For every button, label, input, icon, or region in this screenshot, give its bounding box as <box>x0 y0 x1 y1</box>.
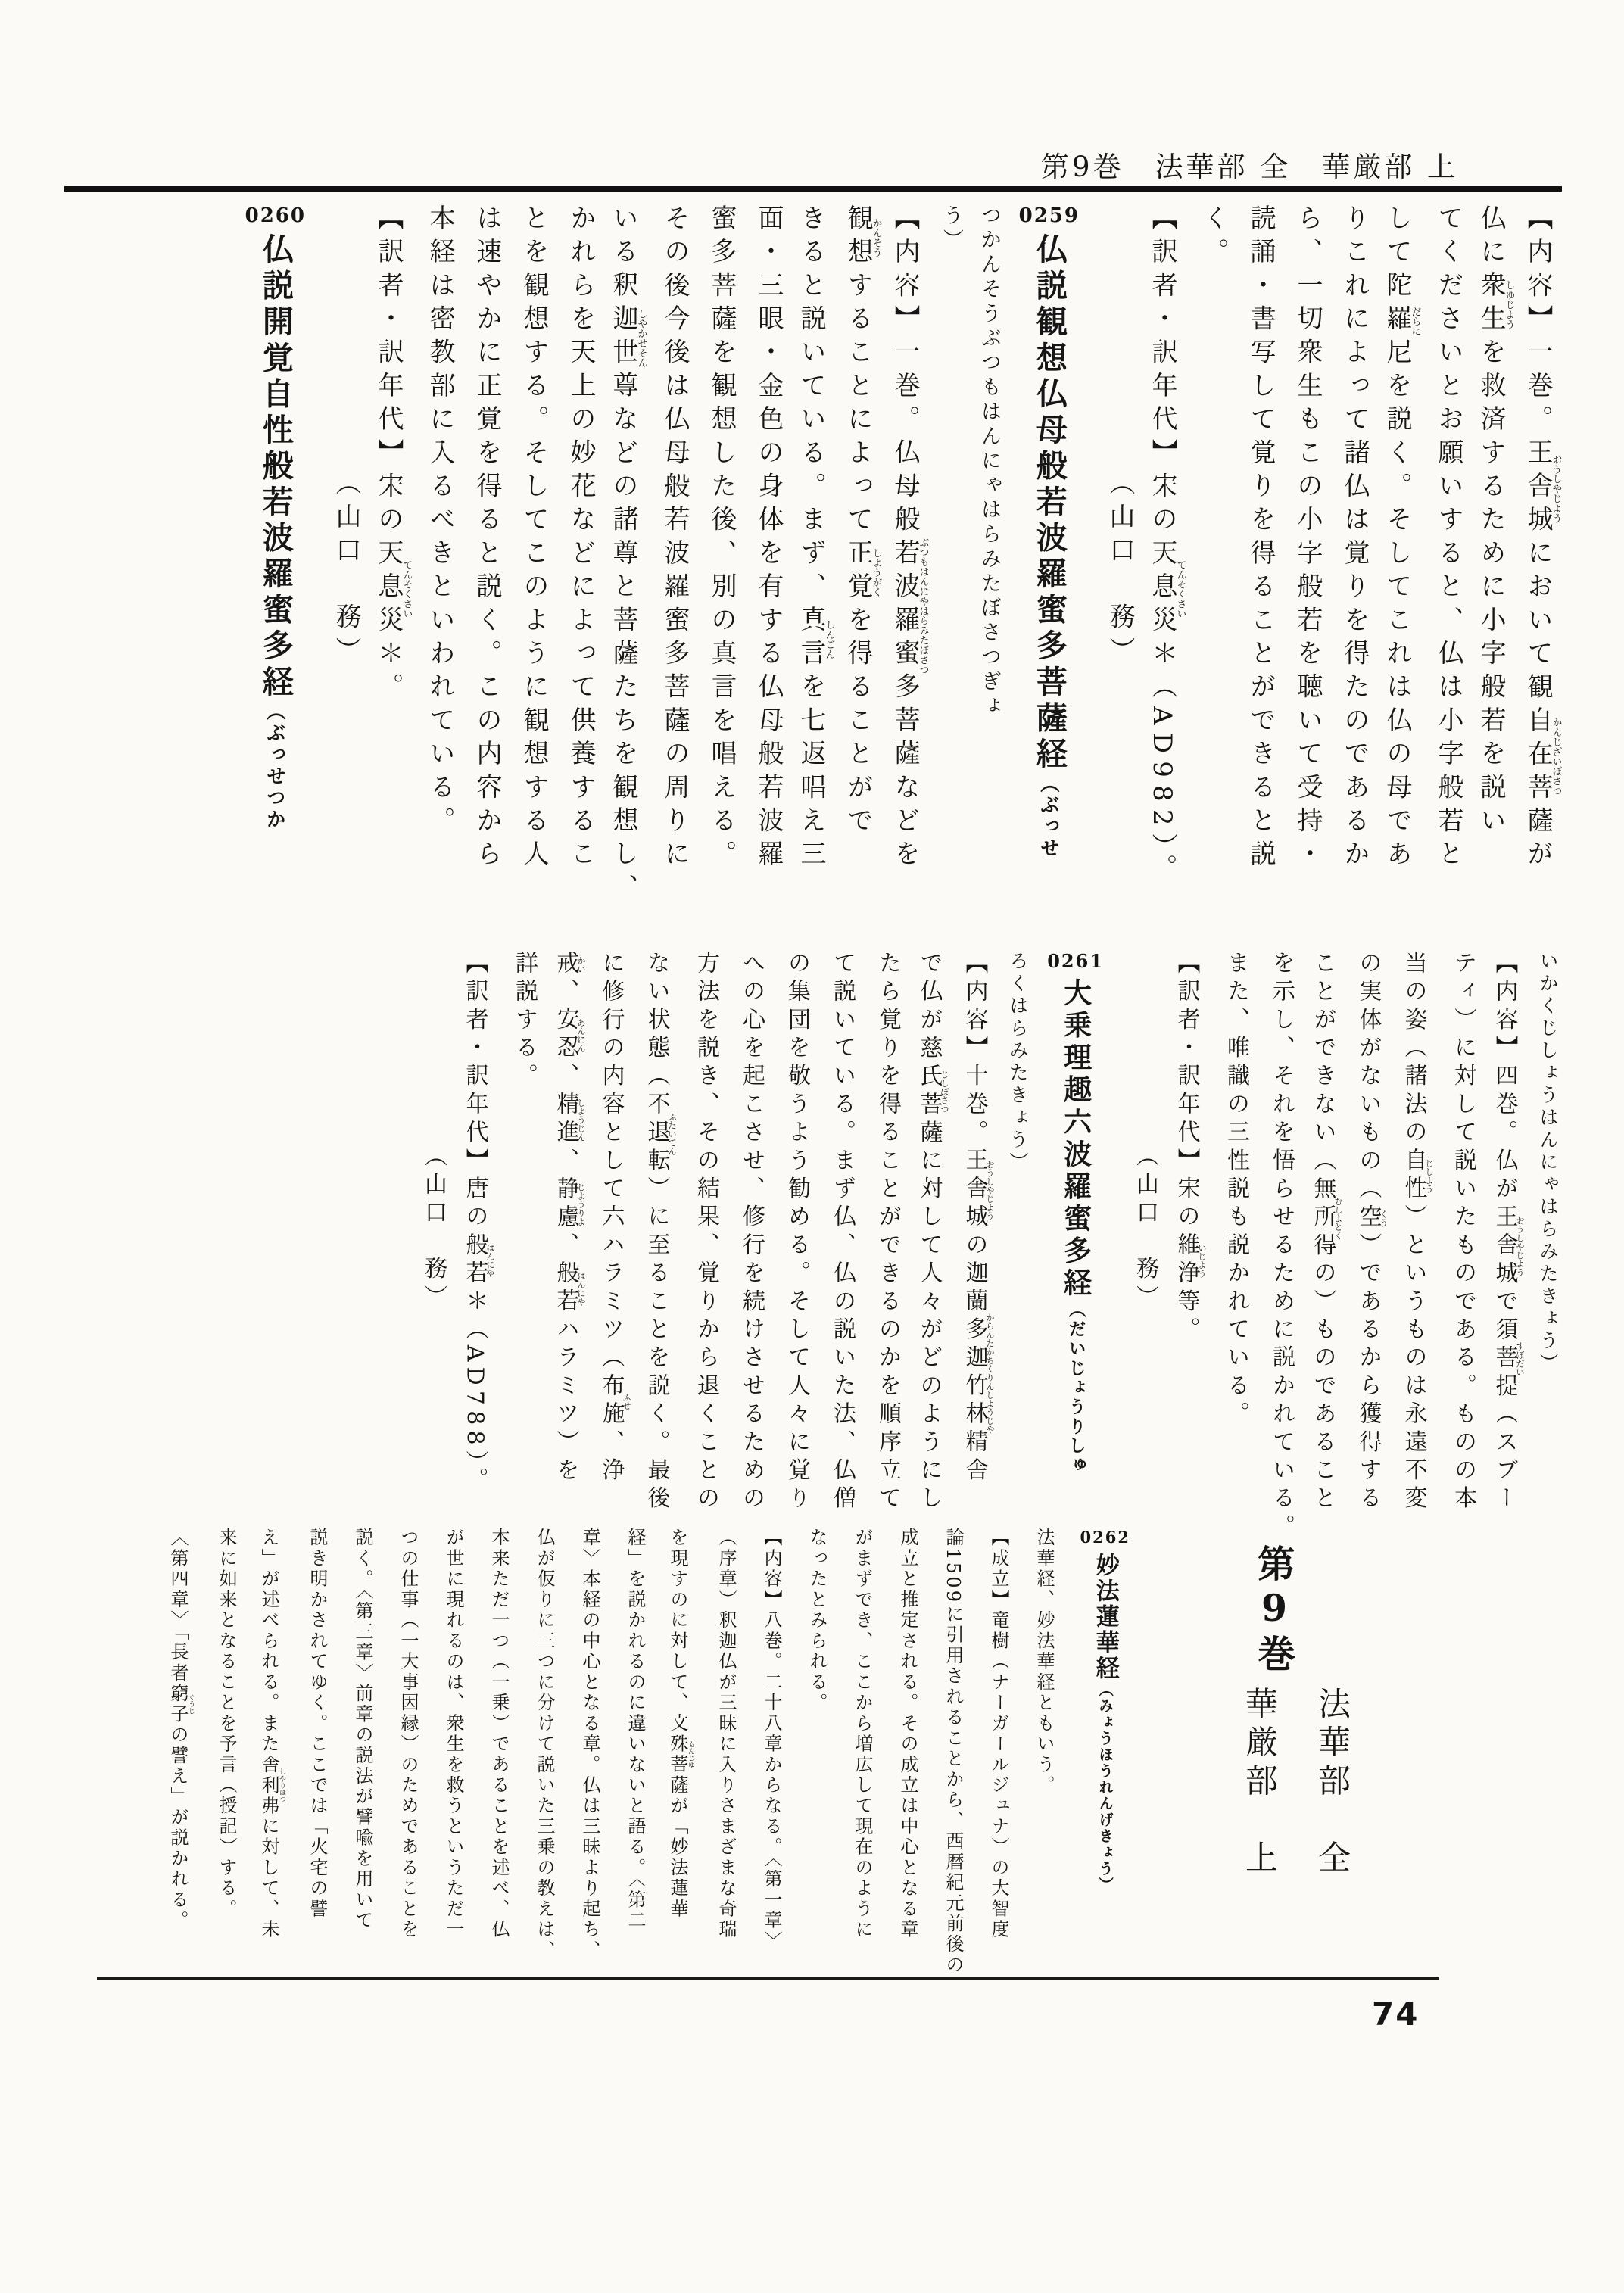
reading-kana: （ぶっせつか <box>263 701 287 831</box>
text-column: え」が述べられる。また舎利弗しやりほつに対して、未 <box>258 1528 285 1940</box>
text-column: ティ）に対して説いたものである。ものの本 <box>1450 951 1476 1514</box>
text-column: 蜜多菩薩を観想した後、別の真言を唱える。 <box>706 204 737 874</box>
volume-number: 第9巻 <box>1252 1544 1296 1676</box>
text-column: 面・三眼・金色の身体を有する仏母般若波羅 <box>753 204 784 874</box>
text-column: ら、一切衆生もこの小字般若を聴いて受持・ <box>1292 204 1323 874</box>
running-head: 第9巻 法華部 全 華厳部 上 <box>1041 151 1459 183</box>
entry-number: 0259 <box>1018 204 1080 227</box>
text-column: 詳説する。 <box>511 951 538 1092</box>
text-column: 【内容】一巻。仏母般若波羅蜜多菩薩ぶつもはんにやはらみたぼさつなどを <box>890 204 929 874</box>
text-column: 仏が仮りに三つに分けて説いた三乗の教えは、 <box>534 1528 555 1961</box>
entry-number: 0260 <box>245 204 306 227</box>
text-column: 【訳者・訳年代】宋の維浄いじよう等。 <box>1173 951 1208 1345</box>
text-column: 経」を説かれるのに違いないと語る。〈第二 <box>625 1528 646 1931</box>
text-column: 【訳者・訳年代】唐の般若はんにや＊（AD788）。 <box>461 951 496 1496</box>
text-column: して陀羅尼だらにを説く。そしてこれは仏の母であ <box>1382 204 1421 874</box>
text-column: 0262妙法蓮華経（みょうほうれんげきょう） <box>1080 1528 1130 1894</box>
text-column: 【訳者・訳年代】宋の天息災てんそくさい＊。 <box>373 204 413 707</box>
text-column: 説く。〈第三章〉前章の説法が譬喩を用いて <box>352 1528 373 1931</box>
text-band-top <box>230 204 1561 927</box>
text-column: は速やかに正覚を得ると説く。この内容から <box>472 204 502 874</box>
text-column: 戒かい、安忍あんにん、精進しようじん、静慮じようりよ、般若はんにやハラミツ）を <box>552 951 587 1486</box>
text-column: く。 <box>1199 204 1229 272</box>
text-column: たら覚りを得ることができるのかを順序立て <box>874 951 901 1514</box>
text-column: の集団を敬うよう勧める。そして人々に覚り <box>784 951 810 1515</box>
volume-title-block <box>1210 1687 1355 1879</box>
entry-number: 0262 <box>1080 1528 1130 1547</box>
page-number: 74 <box>1372 1995 1420 2033</box>
text-column: で仏が慈氏菩薩じしぼさつに対して人々がどのようにし <box>915 951 950 1515</box>
text-column: なったとみられる。 <box>806 1528 828 1714</box>
footer-rule <box>97 1977 1439 1980</box>
reading-kana: （だいじょうりしゅ <box>1065 1300 1086 1475</box>
text-column: 本来ただ一つ（一乗）であることを述べ、仏 <box>488 1528 510 1940</box>
text-column: 方法を説き、その結果、覚りから退くことの <box>693 951 719 1514</box>
text-column: 0261大乗理趣六波羅蜜多経（だいじょうりしゅ <box>1047 950 1104 1475</box>
text-column: ろくはらみたきょう） <box>1007 951 1029 1174</box>
text-column: 【内容】一巻。王舎城おうしやじようにおいて観自在菩薩かんじざいぼさつが <box>1523 204 1562 874</box>
text-column: きると説いている。まず、真言しんごんを七返唱え三 <box>796 204 835 874</box>
text-column: てくださいとお願いすると、仏は小字般若と <box>1433 204 1463 874</box>
text-column: の実体がないもの（空くう）であるから獲得する <box>1354 951 1389 1515</box>
text-column: 章〉本経の中心となる章。仏は三昧より起ち、 <box>579 1528 600 1961</box>
text-column: （序章）釈迦仏が三昧に入りさまざまな奇瑞 <box>715 1528 737 1940</box>
text-column: 来に如来となることを予言（授記）する。 <box>216 1528 237 1920</box>
text-column: 【成立】竜樹（ナーガールジュナ）の大智度 <box>988 1528 1009 1940</box>
text-column: いかくじしょうはんにゃはらみたきょう） <box>1537 951 1559 1375</box>
text-column: ない状態（不退転ふたいてん）に至ることを説く。最後 <box>643 951 678 1515</box>
text-column: に修行の内容として六ハラミツ（布施ふせ、浄 <box>597 951 632 1486</box>
text-column: 法華経、妙法華経ともいう。 <box>1033 1528 1055 1796</box>
text-column: て説いている。まず仏、仏の説いた法、仏僧 <box>829 951 856 1514</box>
text-column: う） <box>940 204 963 254</box>
text-column: 【訳者・訳年代】宋の天息災てんそくさい＊（AD982）。 <box>1147 204 1186 888</box>
reading-kana: （みょうほうれんげきょう） <box>1096 1681 1114 1894</box>
text-column: つの仕事（一大事因縁）のためであることを <box>397 1528 419 1940</box>
text-column: 観想かんそうすることによって正覚しようがくを得ることがで <box>843 204 882 840</box>
text-column: （山口 務） <box>420 1144 447 1313</box>
text-column: 0260仏説開覚自性般若波羅蜜多経（ぶっせつか <box>245 204 306 831</box>
text-column: 論1509に引用されることから、西暦紀元前後の <box>943 1528 964 1976</box>
text-column: 【内容】八巻。二十八章からなる。〈第一章〉 <box>761 1528 782 1952</box>
volume-title-left-column: 華厳部 上 <box>1240 1687 1278 1879</box>
text-column: （山口 務） <box>1105 469 1135 671</box>
text-column: が世に現れるのは、衆生を救うというただ一 <box>443 1528 464 1940</box>
text-column: 【内容】十巻。王舎城おうしやじようの迦蘭多迦竹林精舎からんたかちくりんしようじや <box>961 951 996 1486</box>
text-column: その後今後は仏母般若波羅蜜多菩薩の周りに <box>659 204 690 874</box>
text-column: 〈第四章〉「長者窮子ぐうじの譬え」が説かれる。 <box>167 1528 195 1931</box>
text-column: 【内容】四巻。仏が王舎城おうしやじようで須菩提すぼだい（スブー <box>1491 951 1526 1515</box>
header-rule <box>64 186 1562 192</box>
text-column: りこれによって諸仏は覚りを得たのであるか <box>1339 204 1370 874</box>
text-column: を現すのに対して、文殊菩薩もんじゆが「妙法蓮華 <box>667 1528 694 1920</box>
text-column: がまずでき、ここから増広して現在のように <box>852 1528 873 1940</box>
text-column: への心を起こさせ、修行を続けさせるための <box>738 951 765 1514</box>
text-column: 本経は密教部に入るべきといわれている。 <box>425 204 455 840</box>
entry-number: 0261 <box>1047 950 1104 972</box>
text-column: （山口 務） <box>331 469 361 671</box>
text-column: 仏に衆生しゆじようを救済するために小字般若を説い <box>1476 204 1515 840</box>
text-column: とを観想する。そしてこのように観想する人 <box>519 204 549 874</box>
text-column: 当の姿（諸法の自性じしよう）というものは永遠不変 <box>1400 951 1435 1515</box>
text-column: 成立と推定される。その成立は中心となる章 <box>897 1528 918 1940</box>
text-column: いる釈迦世尊しやかせそんなどの諸尊と菩薩たちを観想し、 <box>608 204 647 908</box>
text-column: ことができない（無所得むしよとくの）ものであること <box>1309 951 1344 1515</box>
text-column: また、唯識の三性説も説かれている。 <box>1223 951 1249 1430</box>
text-column: つかんそうぶつもはんにゃはらみたぼさつぎょ <box>977 204 1001 720</box>
text-column: かれらを天上の妙花などによって供養するこ <box>566 204 596 874</box>
volume-title-right-column: 法華部 全 <box>1313 1687 1351 1879</box>
text-band-bottom <box>149 1528 1142 1978</box>
text-column: 説き明かされてゆく。ここでは「火宅の譬 <box>307 1528 328 1920</box>
text-column: （山口 務） <box>1132 1144 1158 1313</box>
reading-kana: （ぶっせ <box>1037 773 1061 860</box>
text-column: 0259仏説観想仏母般若波羅蜜多菩薩経（ぶっせ <box>1018 204 1080 860</box>
text-column: を示し、それを悟らせるために説かれている。 <box>1268 951 1295 1543</box>
text-column: 読誦・書写して覚りを得ることができると説 <box>1245 204 1276 874</box>
